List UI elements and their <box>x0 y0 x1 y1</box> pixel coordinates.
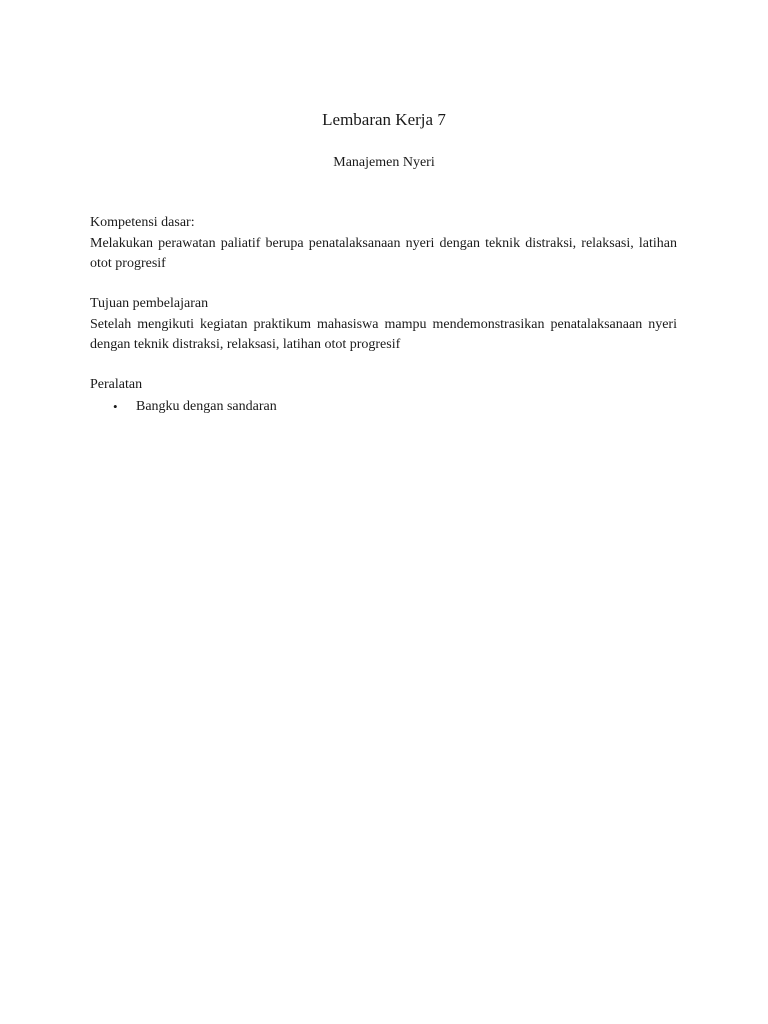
section-heading: Tujuan pembelajaran <box>90 296 209 311</box>
list-item <box>90 396 677 417</box>
section-body: Setelah mengikuti kegiatan praktikum mahasiswa mampu mendemonstrasikan penatalaksanaan nyeri dengan teknik distraksi, relaksasi, latihan otot progresif <box>90 316 677 352</box>
section-kompetensi-dasar <box>90 213 677 275</box>
bullet-icon: • <box>113 398 118 414</box>
section-peralatan <box>90 375 677 417</box>
section-tujuan-pembelajaran <box>90 294 677 356</box>
section-body: Melakukan perawatan paliatif berupa penatalaksanaan nyeri dengan teknik distraksi, relaksasi, latihan otot progresif <box>90 235 677 271</box>
equipment-list <box>90 396 677 417</box>
section-heading: Peralatan <box>90 377 143 392</box>
page-subtitle: Manajemen Nyeri <box>333 155 435 170</box>
section-heading: Kompetensi dasar: <box>90 215 195 230</box>
list-item-label: Bangku dengan sandaran <box>136 398 277 414</box>
page-title: Lembaran Kerja 7 <box>322 110 446 129</box>
